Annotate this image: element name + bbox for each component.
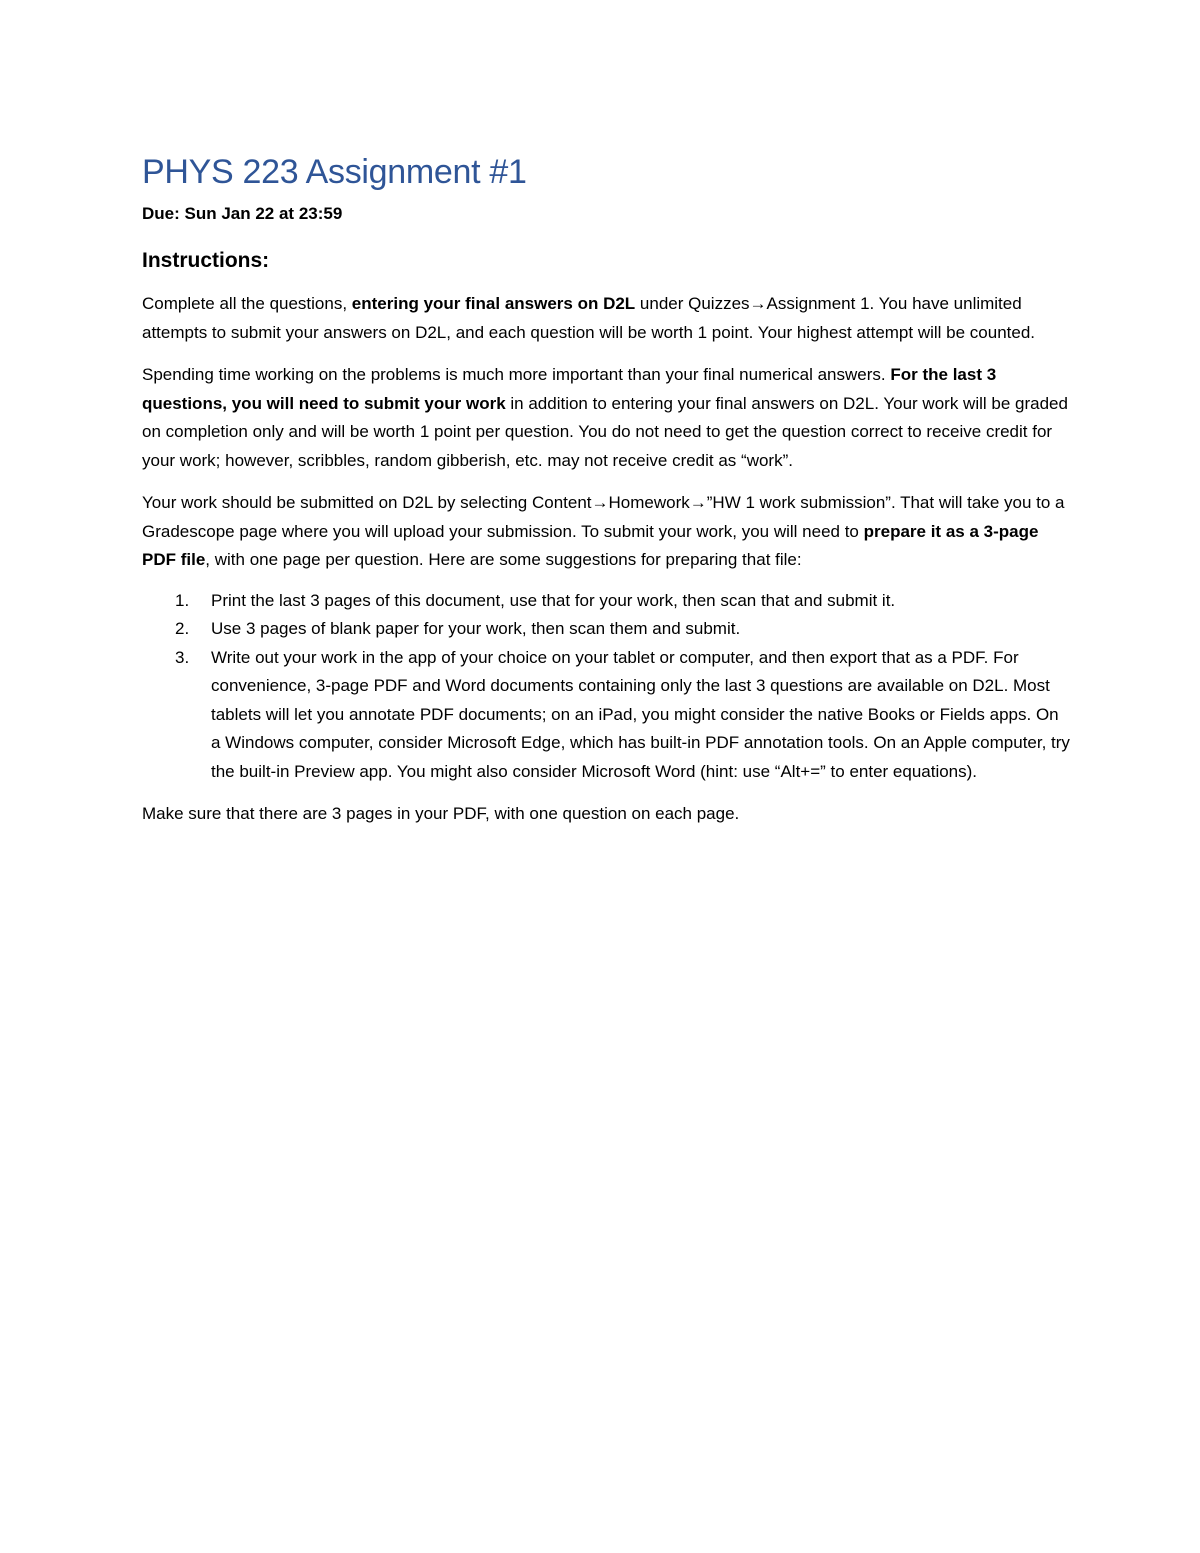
list-item-text: Print the last 3 pages of this document, use that for your work, then scan that and submit it.	[211, 590, 896, 610]
paragraph-text: in addition to entering your final answers on D2L. Your work will be graded on completion only and will be worth 1 point per question. You do not need to get the question correct to receive credit for your work; however, scribbles, random gibberish, etc. may not receive credit as “work”.	[142, 393, 1068, 470]
paragraph-text: Spending time working on the problems is much more important than your final numerical answers.	[142, 365, 891, 384]
list-item-number: 2.	[175, 619, 190, 638]
list-item	[142, 587, 1072, 616]
paragraph-text: Complete all the questions,	[142, 294, 352, 313]
list-item-number: 1.	[175, 590, 190, 610]
instructions-heading: Instructions:	[142, 249, 270, 272]
instructions-paragraph-2	[142, 361, 1072, 475]
list-item	[142, 644, 1072, 787]
paragraph-emphasis: entering your final answers on D2L	[351, 294, 636, 313]
paragraph-emphasis: prepare it as a 3-page PDF file	[142, 521, 1039, 569]
final-note: Make sure that there are 3 pages in your PDF, with one question on each page.	[142, 804, 740, 823]
instructions-paragraph-1	[142, 290, 1072, 347]
paragraph-text: Your work should be submitted on D2L by selecting Content→Homework→”HW 1 work submission”. That will take you to a Gradescope page where you will upload your submission. To submit your work, you will need to	[142, 493, 1065, 541]
instructions-paragraph-3	[142, 489, 1072, 575]
paragraph-text: under Quizzes→Assignment 1. You have unlimited attempts to submit your answers on D2L, and each question will be worth 1 point. Your highest attempt will be counted.	[142, 294, 1036, 342]
paragraph-emphasis: For the last 3 questions, you will need to submit your work	[142, 365, 997, 413]
list-item-number: 3.	[175, 647, 190, 667]
suggestion-list	[142, 587, 1072, 787]
list-item-text: Use 3 pages of blank paper for your work, then scan them and submit.	[211, 619, 741, 638]
document-content	[142, 148, 1072, 829]
list-item-text: Write out your work in the app of your choice on your tablet or computer, and then export that as a PDF. For convenience, 3-page PDF and Word documents containing only the last 3 questions are available on D2L. Most tablets will let you annotate PDF documents; on an iPad, you might consider the native Books or Fields apps. On a Windows computer, consider Microsoft Edge, which has built-in PDF annotation tools. On an Apple computer, try the built-in Preview app. You might also consider Microsoft Word (hint: use “Alt+=” to enter equations).	[211, 647, 1070, 781]
list-item	[142, 615, 1072, 644]
page-title: PHYS 223 Assignment #1	[142, 153, 527, 191]
paragraph-text: , with one page per question. Here are some suggestions for preparing that file:	[205, 550, 802, 569]
due-date: Due: Sun Jan 22 at 23:59	[142, 204, 343, 223]
